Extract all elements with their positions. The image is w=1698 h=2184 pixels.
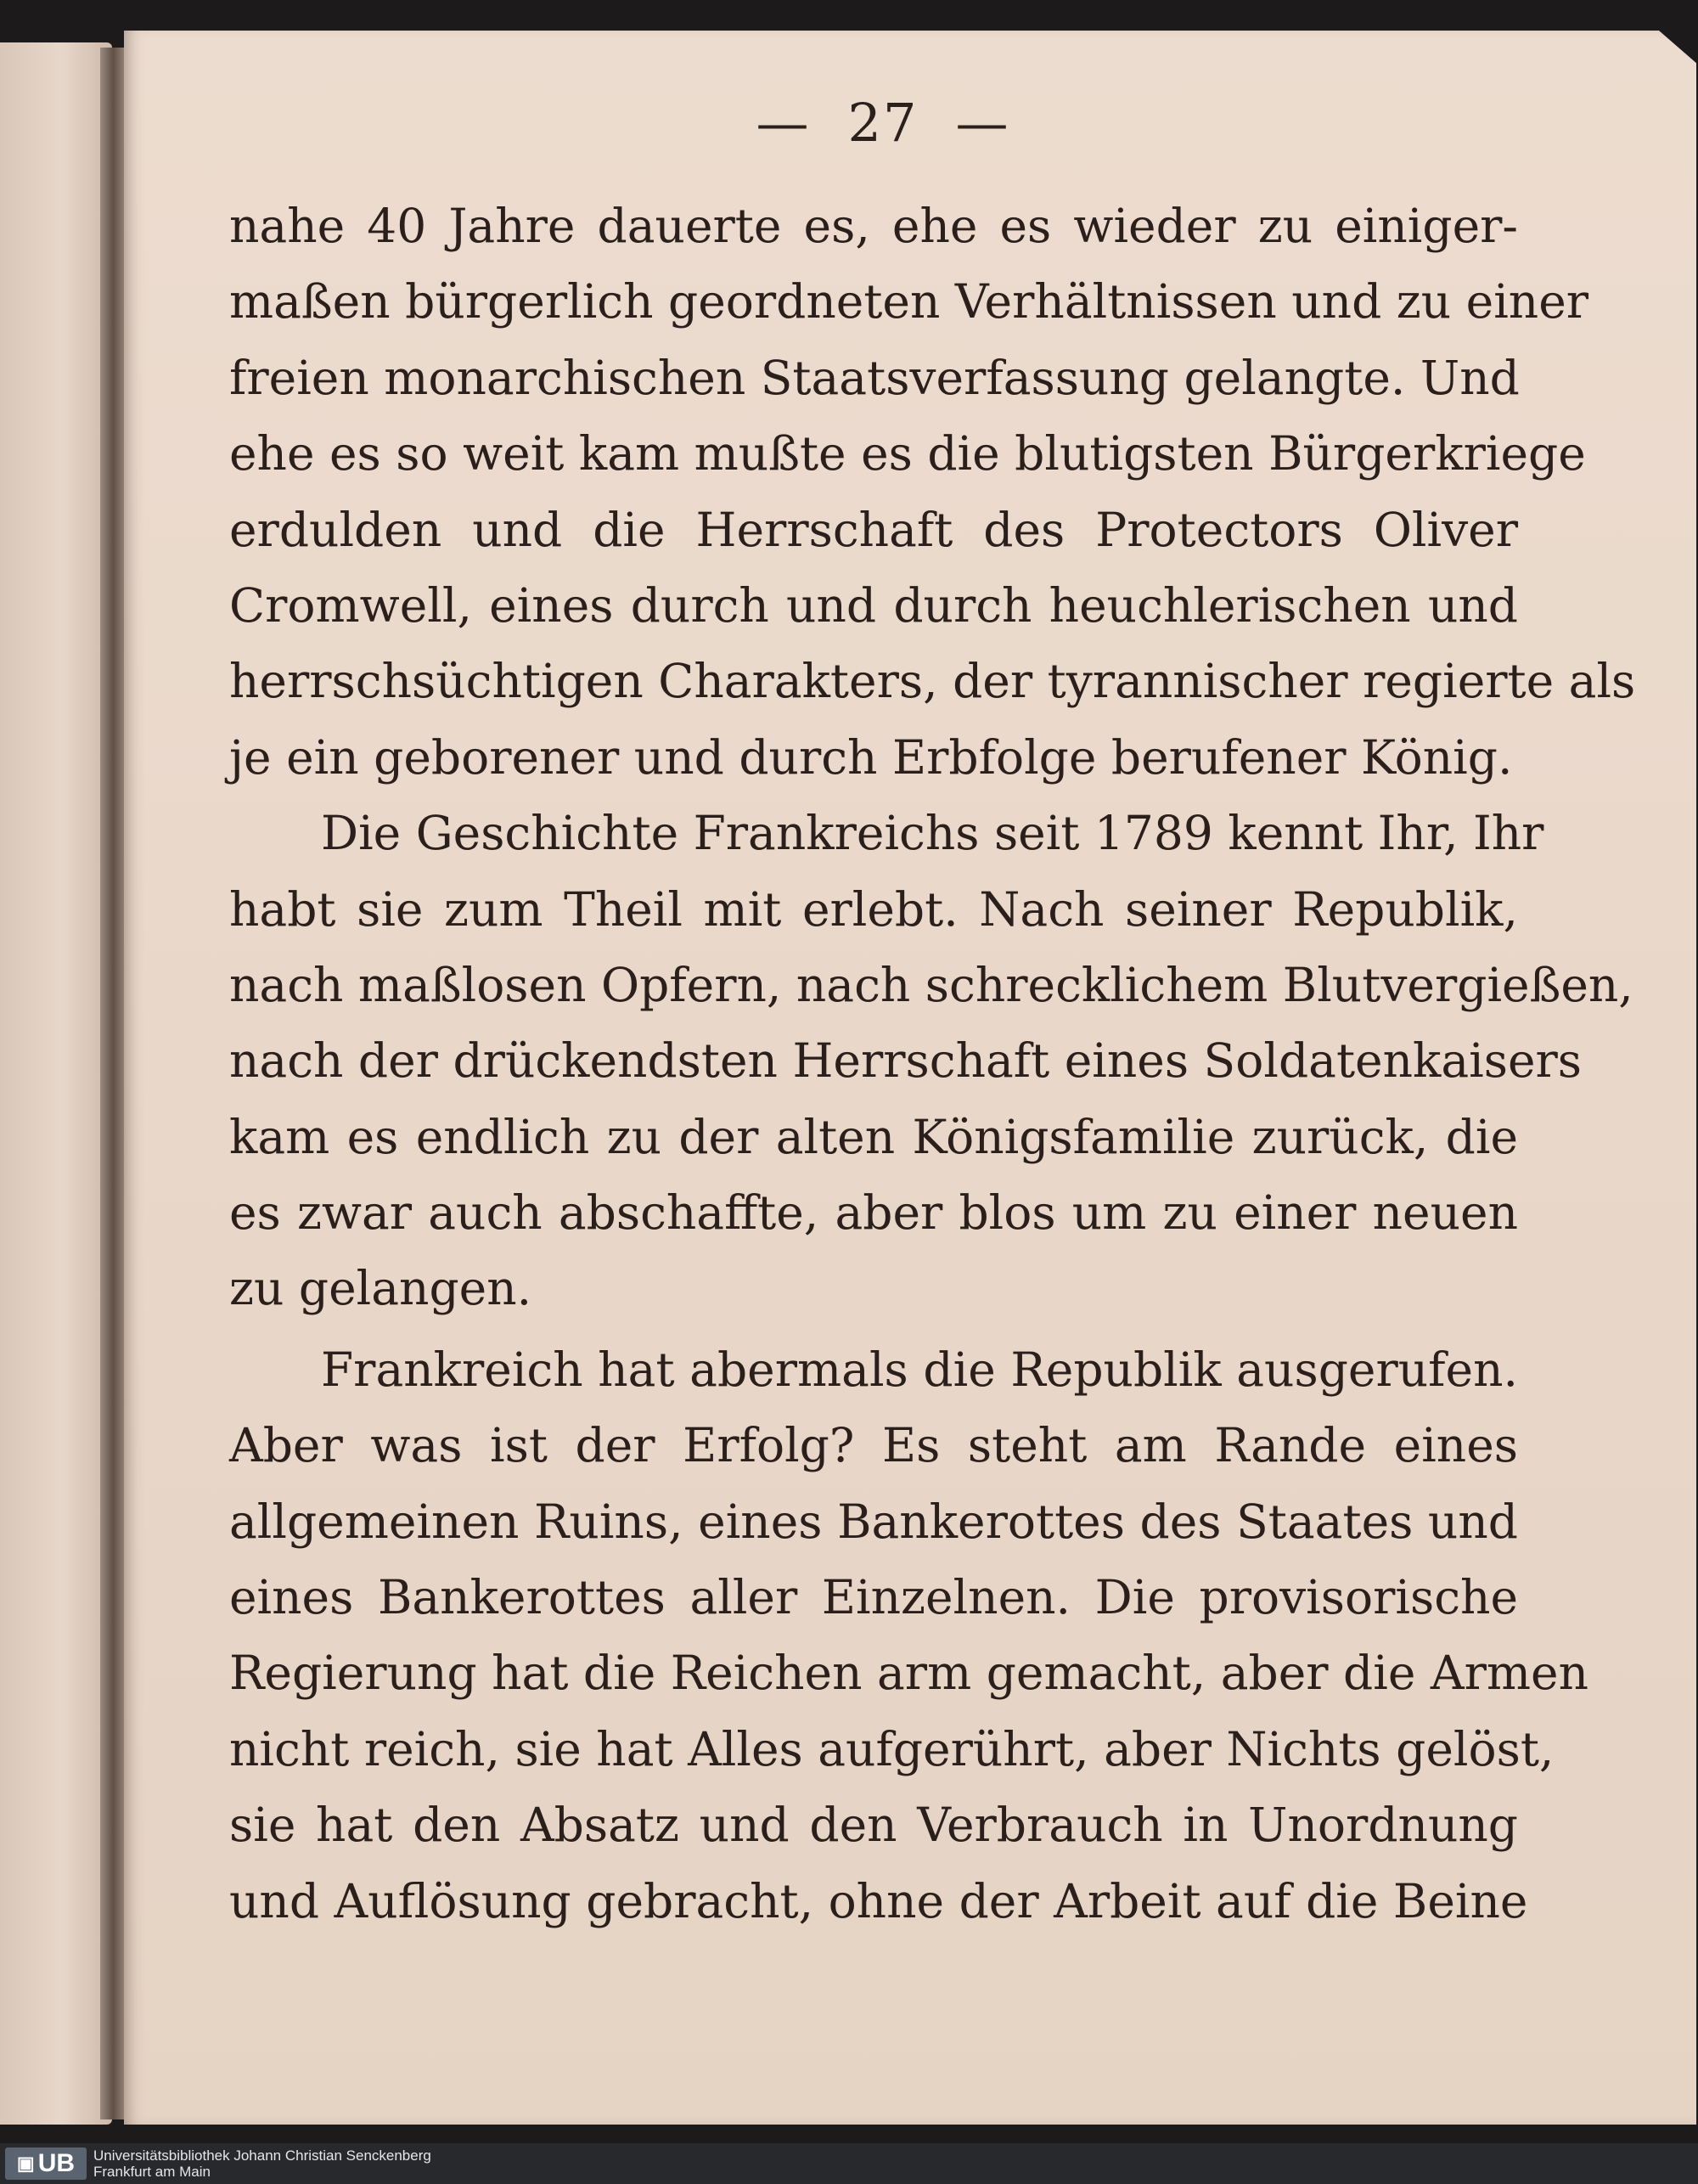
text-line: nach maßlosen Opfern, nach schrecklichem Blutvergießen, <box>229 957 1633 1012</box>
text-line: Cromwell, eines durch und durch heuchlerischen und <box>229 577 1518 633</box>
text-line: kam es endlich zu der alten Königsfamilie zurück, die <box>229 1109 1518 1164</box>
text-line: und Auflösung gebracht, ohne der Arbeit auf die Beine <box>229 1873 1528 1928</box>
text-line: nahe 40 Jahre dauerte es, ehe es wieder zu einiger- <box>229 199 1518 253</box>
text-line: maßen bürgerlich geordneten Verhältnissen und zu einer <box>229 274 1589 329</box>
page-number: 27 <box>847 92 919 154</box>
text-line: ehe es so weit kam mußte es die blutigsten Bürgerkriege <box>229 426 1586 481</box>
left-page-edge <box>0 42 112 2125</box>
text-line: Aber was ist der Erfolg? Es steht am Rande eines <box>229 1418 1518 1473</box>
text-line: sie hat den Absatz und den Verbrauch in Unordnung <box>229 1798 1518 1853</box>
ub-logo[interactable] <box>5 2147 87 2180</box>
text-line: es zwar auch abschaffte, aber blos um zu einer neuen <box>229 1185 1518 1241</box>
page-number-header <box>713 92 1053 154</box>
text-line: nach der drückendsten Herrschaft eines Soldatenkaisers <box>229 1033 1583 1089</box>
text-line: herrschsüchtigen Charakters, der tyrannischer regierte als <box>229 654 1636 709</box>
institution-line-2: Frankfurt am Main <box>93 2164 211 2180</box>
text-line: Die Geschichte Frankreichs seit 1789 kennt Ihr, Ihr <box>321 806 1544 861</box>
text-line: eines Bankerottes aller Einzelnen. Die provisorische <box>229 1570 1518 1625</box>
library-footer-bar <box>0 2143 1698 2184</box>
ub-logo-text: UB <box>37 2149 76 2177</box>
text-line: Frankreich hat abermals die Republik ausgerufen. <box>321 1342 1518 1397</box>
text-line: allgemeinen Ruins, eines Bankerottes des Staates und <box>229 1494 1518 1549</box>
text-line: habt sie zum Theil mit erlebt. Nach seiner Republik, <box>229 881 1518 937</box>
dash-right: — <box>955 92 1010 154</box>
text-line: zu gelangen. <box>229 1261 532 1316</box>
text-line: Regierung hat die Reichen arm gemacht, aber die Armen <box>229 1646 1588 1701</box>
ub-logo-icon: ▣ <box>16 2153 35 2174</box>
dash-left: — <box>756 92 811 154</box>
text-line: nicht reich, sie hat Alles aufgerührt, aber Nichts gelöst, <box>229 1721 1555 1776</box>
text-line: je ein geborener und durch Erbfolge berufener König. <box>229 729 1513 785</box>
body-text <box>229 189 1636 1939</box>
text-line: freien monarchischen Staatsverfassung gelangte. Und <box>229 350 1520 405</box>
institution-name <box>93 2147 431 2180</box>
institution-line-1: Universitätsbibliothek Johann Christian Senckenberg <box>93 2147 431 2164</box>
text-line: erdulden und die Herrschaft des Protectors Oliver <box>229 502 1518 557</box>
